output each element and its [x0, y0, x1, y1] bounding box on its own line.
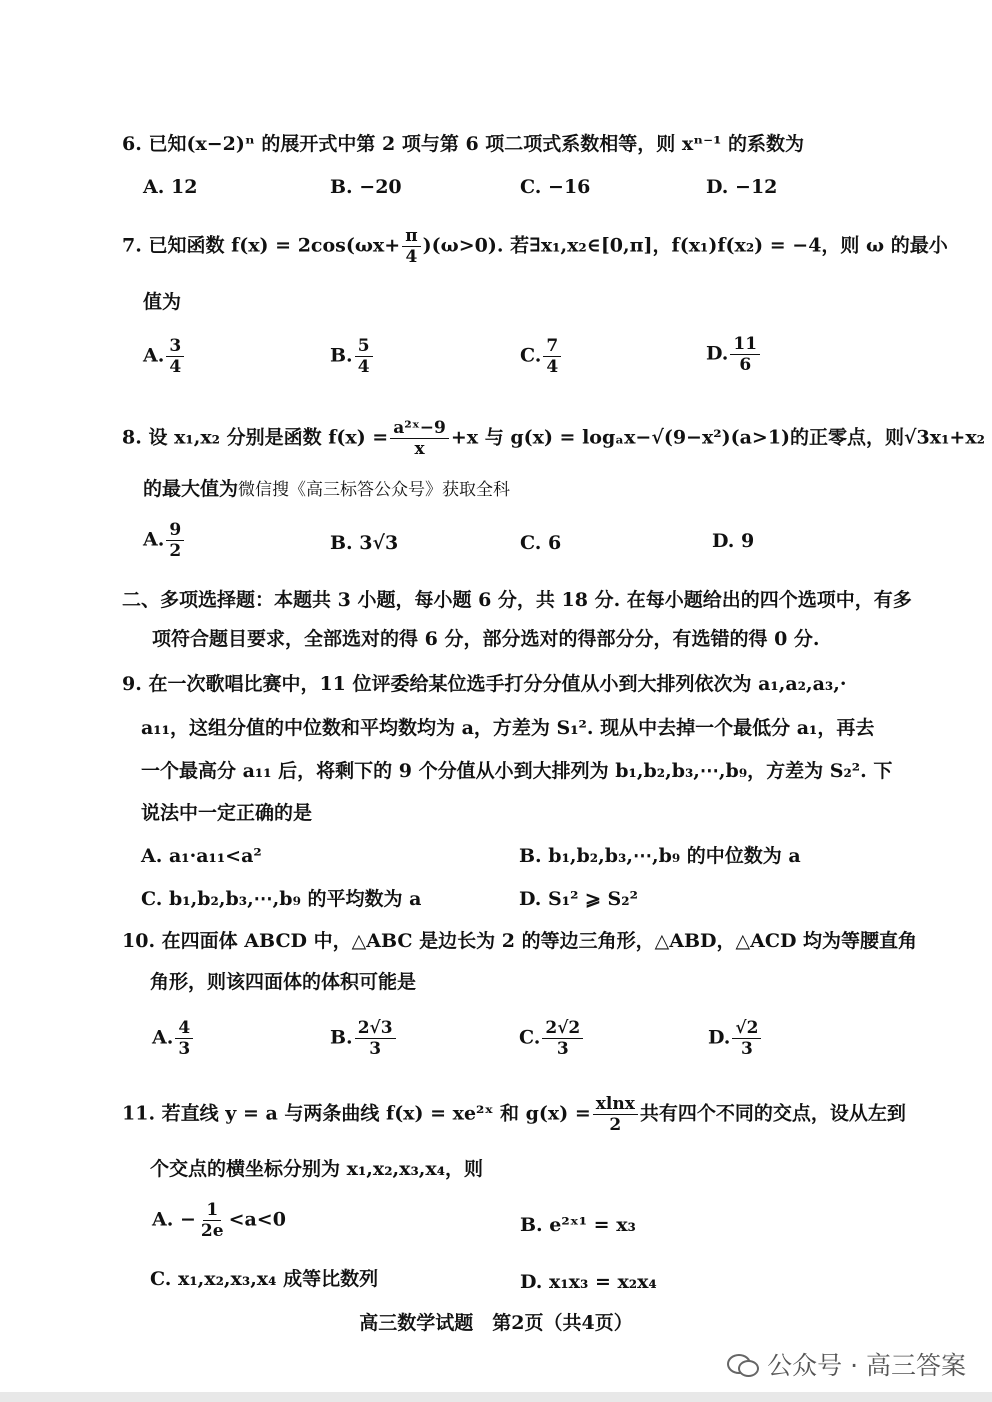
watermark	[727, 1346, 966, 1382]
q7-option-b-fraction	[355, 336, 373, 377]
section2-line1: 二、多项选择题：本题共 3 小题，每小题 6 分，共 18 分. 在每小题给出的四个选项中，有多	[122, 589, 912, 611]
q7-option-c-label: C.	[520, 344, 542, 367]
q7-stem-fraction	[402, 226, 420, 267]
q7-option-b-den: 4	[357, 357, 370, 377]
q10-option-d-label: D.	[708, 1026, 731, 1049]
q11-option-a-pre: A. −	[152, 1208, 196, 1231]
q8-stem	[122, 418, 985, 459]
q11-option-a	[152, 1200, 286, 1241]
q9-option-c: C. b₁,b₂,b₃,⋯,b₉ 的平均数为 a	[141, 888, 422, 910]
q11-option-a-den: 2e	[200, 1221, 224, 1241]
q7-frac-den: 4	[405, 247, 418, 267]
q7-option-c	[520, 336, 563, 377]
q9-line1: 9. 在一次歌唱比赛中，11 位评委给某位选手打分分值从小到大排列依次为 a₁,a₂,a₃,·	[122, 673, 847, 695]
q9-line3: 一个最高分 a₁₁ 后，将剩下的 9 个分值从小到大排列为 b₁,b₂,b₃,⋯,b₉，方差为 S₂². 下	[141, 760, 893, 782]
q7-option-d-fraction	[730, 334, 760, 375]
section2-line2: 项符合题目要求，全部选对的得 6 分，部分选对的得部分分，有选错的得 0 分.	[152, 628, 820, 650]
q11-stem	[122, 1094, 906, 1135]
q11-option-d: D. x₁x₃ = x₂x₄	[520, 1271, 657, 1293]
watermark-text: 公众号 · 高三答案	[767, 1351, 966, 1380]
page-footer: 高三数学试题 第2页（共4页）	[359, 1312, 633, 1334]
q7-option-c-fraction	[543, 336, 561, 377]
q8-option-b: B. 3√3	[330, 532, 399, 554]
q10-option-b-num: 2√3	[355, 1018, 396, 1039]
q10-option-b	[330, 1018, 398, 1059]
q7-stem-post: )(ω>0). 若∃x₁,x₂∈[0,π]，f(x₁)f(x₂) = −4，则 ω 的最小	[422, 234, 948, 257]
q10-line2: 角形，则该四面体的体积可能是	[150, 971, 417, 993]
q10-option-c-fraction	[542, 1018, 583, 1059]
q7-option-d-label: D.	[706, 342, 729, 365]
q9-option-b: B. b₁,b₂,b₃,⋯,b₉ 的中位数为 a	[519, 845, 801, 867]
q10-option-c	[519, 1018, 585, 1059]
q7-option-c-den: 4	[546, 357, 559, 377]
q8-option-a	[143, 520, 186, 561]
q10-option-d-num: √2	[732, 1018, 761, 1039]
q9-line2: a₁₁，这组分值的中位数和平均数均为 a，方差为 S₁². 现从中去掉一个最低分 a₁，再去	[141, 717, 875, 739]
q8-stem-line2	[143, 476, 510, 503]
q7-option-c-num: 7	[543, 336, 561, 357]
q10-option-a-fraction	[175, 1018, 193, 1059]
wechat-icon	[727, 1352, 757, 1376]
q7-option-a-den: 4	[169, 357, 182, 377]
q7-option-b-label: B.	[330, 344, 353, 367]
q11-frac-den: 2	[609, 1115, 622, 1135]
q7-stem-pre: 7. 已知函数 f(x) = 2cos(ωx+	[122, 234, 401, 257]
q10-option-d-fraction	[732, 1018, 761, 1059]
q10-option-b-label: B.	[330, 1026, 353, 1049]
q9-option-a: A. a₁·a₁₁<a²	[141, 845, 262, 867]
q6-option-a: A. 12	[143, 176, 198, 198]
q7-stem-line2: 值为	[143, 291, 182, 313]
q8-option-d: D. 9	[712, 530, 755, 552]
q7-option-a-num: 3	[166, 336, 184, 357]
q11-option-a-post: <a<0	[228, 1208, 286, 1231]
bottom-band	[0, 1392, 992, 1402]
q7-option-a-fraction	[166, 336, 184, 377]
q9-option-d: D. S₁² ⩾ S₂²	[519, 888, 638, 910]
q10-option-a-num: 4	[175, 1018, 193, 1039]
q6-stem: 6. 已知(x−2)ⁿ 的展开式中第 2 项与第 6 项二项式系数相等，则 xⁿ⁻¹ 的系数为	[122, 133, 805, 155]
q7-option-d	[706, 334, 762, 375]
q11-line2: 个交点的横坐标分别为 x₁,x₂,x₃,x₄，则	[150, 1158, 484, 1180]
q6-option-c: C. −16	[520, 176, 591, 198]
q7-frac-num: π	[402, 226, 420, 247]
q10-option-c-num: 2√2	[542, 1018, 583, 1039]
q7-stem	[122, 226, 948, 267]
q11-stem-fraction	[593, 1094, 638, 1135]
q10-option-c-label: C.	[519, 1026, 541, 1049]
q7-option-a	[143, 336, 186, 377]
q11-option-a-fraction	[198, 1200, 227, 1241]
q8-stem-post: +x 与 g(x) = logₐx−√(9−x²)(a>1)的正零点，则√3x₁+x₂	[450, 426, 985, 449]
q10-option-a-label: A.	[152, 1026, 174, 1049]
q7-option-d-den: 6	[739, 355, 752, 375]
q7-option-b	[330, 336, 375, 377]
q8-option-c: C. 6	[520, 532, 562, 554]
q10-option-b-fraction	[355, 1018, 396, 1059]
q11-option-a-num: 1	[203, 1200, 221, 1221]
q10-option-b-den: 3	[369, 1039, 382, 1059]
q8-option-a-fraction	[166, 520, 184, 561]
q8-option-a-num: 9	[166, 520, 184, 541]
q6-option-b: B. −20	[330, 176, 402, 198]
q10-option-a-den: 3	[178, 1039, 191, 1059]
q6-option-d: D. −12	[706, 176, 778, 198]
q10-option-d	[708, 1018, 763, 1059]
q10-option-c-den: 3	[556, 1039, 569, 1059]
q7-option-a-label: A.	[143, 344, 165, 367]
q11-option-c: C. x₁,x₂,x₃,x₄ 成等比数列	[150, 1268, 379, 1290]
q8-option-a-label: A.	[143, 528, 165, 551]
q9-line4: 说法中一定正确的是	[141, 802, 313, 824]
q8-line2-text: 的最大值为	[143, 478, 239, 500]
q8-stem-fraction	[390, 418, 449, 459]
q8-stem-pre: 8. 设 x₁,x₂ 分别是函数 f(x) =	[122, 426, 389, 449]
q8-inline-watermark: 微信搜《高三标答公众号》获取全科	[238, 480, 511, 500]
q11-frac-num: xlnx	[593, 1094, 638, 1115]
q11-stem-post: 共有四个不同的交点，设从左到	[639, 1102, 906, 1125]
q10-line1: 10. 在四面体 ABCD 中，△ABC 是边长为 2 的等边三角形，△ABD，△ACD 均为等腰直角	[122, 930, 918, 952]
q7-option-d-num: 11	[730, 334, 760, 355]
q10-option-a	[152, 1018, 195, 1059]
q7-option-b-num: 5	[355, 336, 373, 357]
q8-frac-den: x	[414, 439, 425, 459]
q8-frac-num: a²ˣ−9	[390, 418, 449, 439]
q11-stem-pre: 11. 若直线 y = a 与两条曲线 f(x) = xe²ˣ 和 g(x) =	[122, 1102, 591, 1125]
q11-option-b: B. e²ˣ¹ = x₃	[520, 1214, 636, 1236]
q8-option-a-den: 2	[169, 541, 182, 561]
q10-option-d-den: 3	[741, 1039, 753, 1059]
